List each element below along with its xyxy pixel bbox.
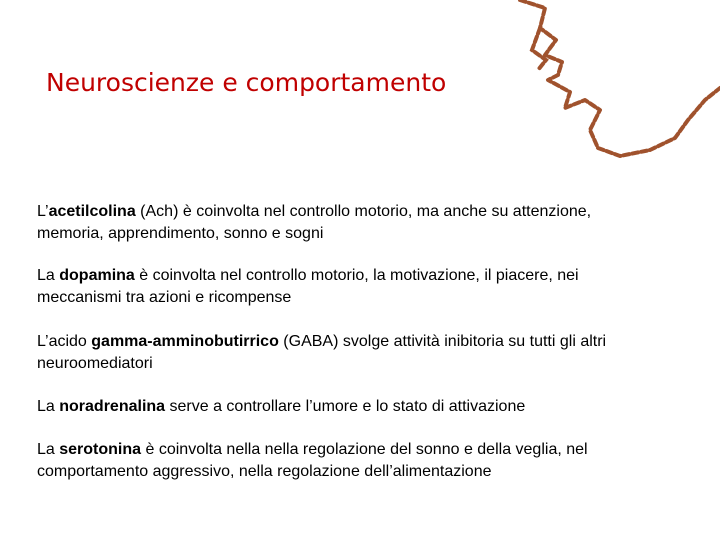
paragraph-gaba [37,331,647,375]
para-term: serotonina [59,441,142,458]
para-prefix: La [37,398,60,415]
para-term: noradrenalina [59,398,166,415]
para-term: gamma-amminobutirrico [91,333,279,350]
paragraph-acetilcolina [37,201,647,245]
slide-title: Neuroscienze e comportamento [46,68,447,97]
para-text: (Ach) è coinvolta nel controllo motorio, ma anche su attenzione, memoria, apprendimento, sonno e sogni [37,203,592,242]
para-text: è coinvolta nel controllo motorio, la motivazione, il piacere, nei meccanismi tra azioni e ricompense [37,267,579,306]
para-text: serve a controllare l’umore e lo stato di attivazione [165,398,526,415]
paragraph-serotonina [37,439,647,483]
para-term: dopamina [59,267,135,284]
para-term: acetilcolina [48,203,136,220]
para-prefix: La [37,267,60,284]
para-prefix: La [37,441,60,458]
paragraph-noradrenalina [37,396,647,418]
para-text: è coinvolta nella nella regolazione del sonno e della veglia, nel comportamento aggressivo, nella regolazione dell’alimentazione [37,441,588,480]
para-prefix: L’acido [37,333,92,350]
paragraph-dopamina [37,265,647,309]
para-prefix: L’ [37,203,49,220]
para-text: (GABA) svolge attività inibitoria su tutti gli altri neuroomediatori [37,333,607,372]
